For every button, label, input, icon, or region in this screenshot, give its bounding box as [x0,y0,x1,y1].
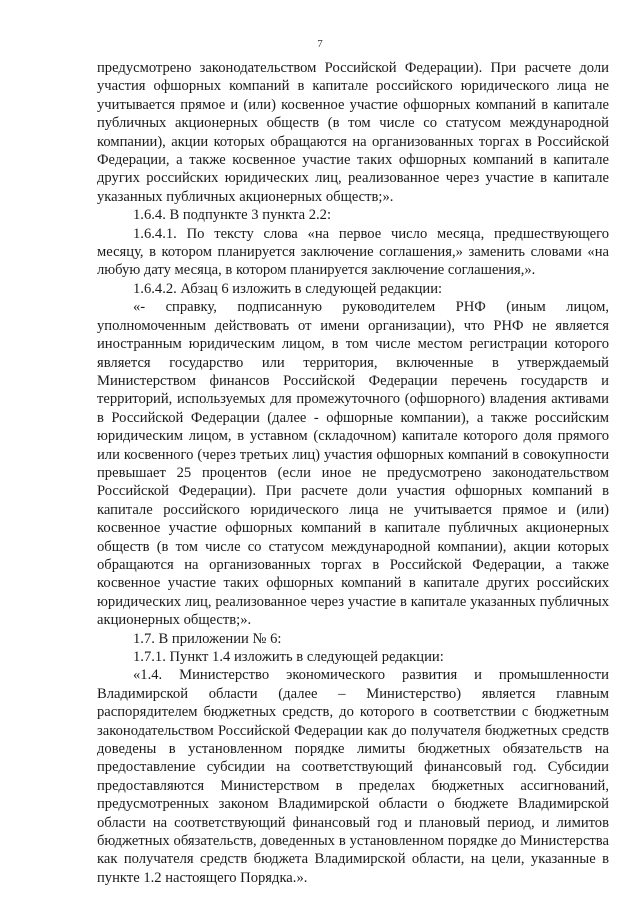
paragraph-1-7: 1.7. В приложении № 6: [133,630,282,647]
paragraph-1-6-4: 1.6.4. В подпункте 3 пункта 2.2: [133,207,332,224]
page-number: 7 [317,38,323,50]
paragraph-1-4-text: «1.4. Министерство экономического развития и промышленности Владимирской области (далее – Министерство) является главным распорядителем бюджетных средств, до которого в соответствии с бюджетным законодательством Российской Федерации как до получателя бюджетных средств доведены в установленном порядке лимиты бюджетных обязательств на предоставление субсидии на соответствующий финансовый год. Субсидии предоставляются Министерством в пределах бюджетных ассигнований, предусмотренных законом Владимирской области о бюджете Владимирской области на соответствующий финансовый год и плановый период, и лимитов бюджетных обязательств, доведенных в установленном порядке до Министерства как получателя средств бюджета Владимирской области, на цели, указанные в пункте 1.2 настоящего Порядка.». [97,667,609,886]
paragraph-certificate-text: «- справку, подписанную руководителем РНФ (иным лицом, уполномоченным действовать от имени организации), что РНФ не является иностранным юридическим лицом, в том числе местом регистрации которого является государство или территория, включенные в утверждаемый Министерством финансов Российской Федерации перечень государств и территорий, используемых для промежуточного (офшорного) владения активами в Российской Федерации (далее - офшорные компании), а также российским юридическим лицом, в уставном (складочном) капитале которого доля прямого или косвенного (через третьих лиц) участия офшорных компаний в совокупности превышает 25 процентов (если иное не предусмотрено законодательством Российской Федерации). При расчете доли участия офшорных компаний в капитале российского юридического лица не учитывается прямое и (или) косвенное участие офшорных компаний в капитале публичных акционерных обществ (в том числе со статусом международной компании), акции которых обращаются на организованных торгах в Российской Федерации, а также косвенное участие таких офшорных компаний в капитале других российских юридических лиц, реализованное через участие в капитале указанных публичных акционерных обществ;». [97,299,609,629]
paragraph-1-6-4-1: 1.6.4.1. По тексту слова «на первое число месяца, предшествующего месяцу, в котором планируется заключение соглашения,» заменить словами «на любую дату месяца, в котором планируется заключение соглашения,». [97,225,609,279]
paragraph-1-7-1: 1.7.1. Пункт 1.4 изложить в следующей редакции: [133,649,444,665]
paragraph-offshore-continuation: предусмотрено законодательством Российской Федерации). При расчете доли участия офшорных компаний в капитале российского юридического лица не учитывается прямое и (или) косвенное участие офшорных компаний в капитале публичных акционерных обществ (в том числе со статусом международной компании), акции которых обращаются на организованных торгах в Российской Федерации, а также косвенное участие таких офшорных компаний в капитале других российских юридических лиц, реализованное через участие в капитале указанных публичных акционерных обществ;». [97,60,609,205]
paragraph-1-6-4-2: 1.6.4.2. Абзац 6 изложить в следующей редакции: [133,280,443,297]
document-body [97,59,609,887]
